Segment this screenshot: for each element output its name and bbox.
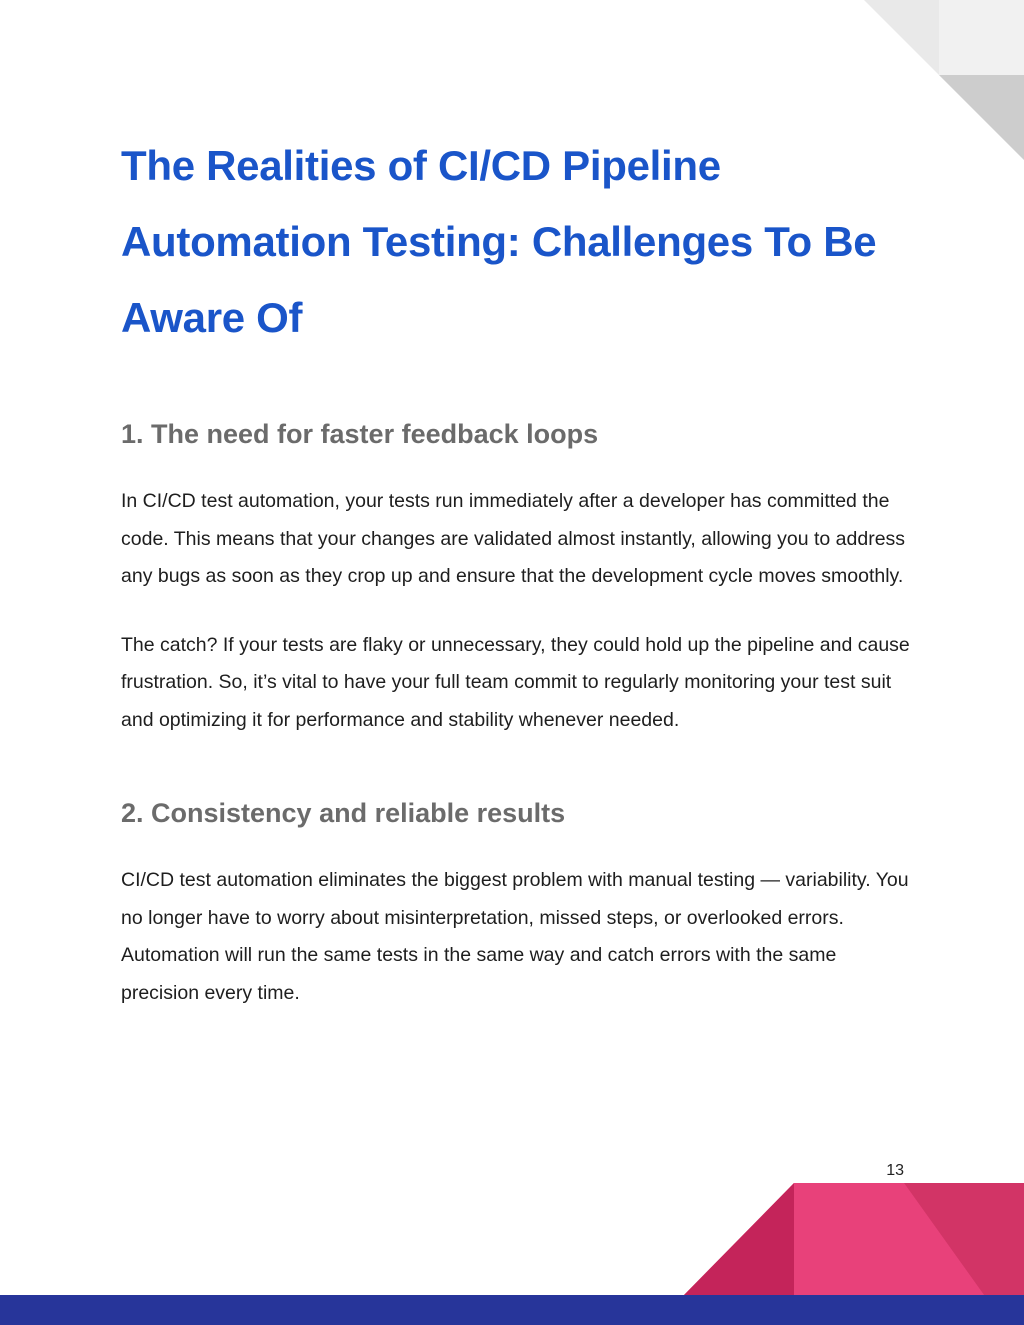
bottom-bar [0,1295,1024,1325]
page-title: The Realities of CI/CD Pipeline Automation Testing: Challenges To Be Aware Of [121,142,877,341]
section-consistency [121,795,911,1012]
section-heading: 1. The need for faster feedback loops [121,419,599,449]
paragraph: The catch? If your tests are flaky or unnecessary, they could hold up the pipeline and cause frustration. So, it’s vital to have your full team commit to regularly monitoring your test suit and optimizing it for performance and stability whenever needed. [121,633,910,731]
document-body [121,128,911,1012]
paragraph: In CI/CD test automation, your tests run immediately after a developer has committed the code. This means that your changes are validated almost instantly, allowing you to address any bugs as soon as they crop up and ensure that the development cycle moves smoothly. [121,490,906,587]
paragraph: CI/CD test automation eliminates the biggest problem with manual testing — variability. You no longer have to worry about misinterpretation, missed steps, or overlooked errors. Automation will run the same tests in the same way and catch errors with the same precision every time. [121,869,909,1004]
section-heading: 2. Consistency and reliable results [121,798,566,828]
section-feedback-loops [121,416,911,739]
bottom-corner-decoration [684,1183,1024,1295]
page-number: 13 [886,1162,904,1179]
